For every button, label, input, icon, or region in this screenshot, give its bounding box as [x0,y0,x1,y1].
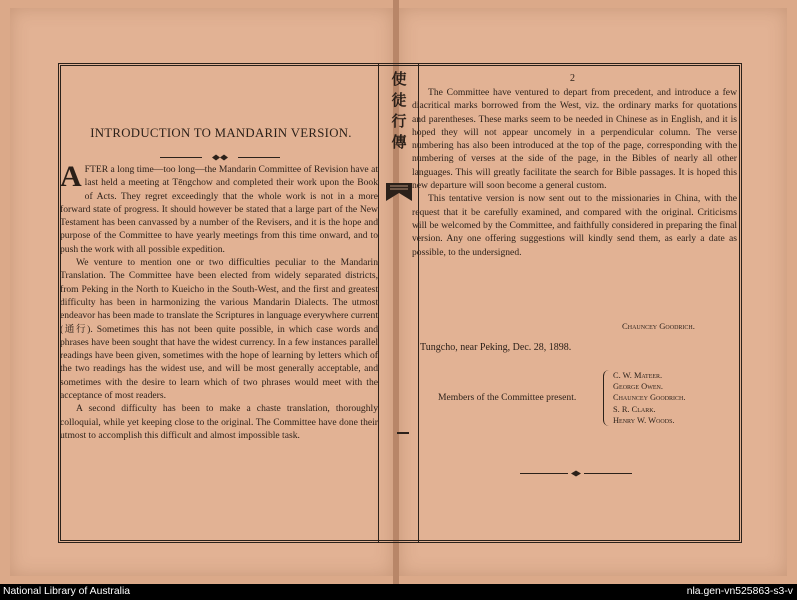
spine-char: 使 [391,72,407,88]
paragraph-text: FTER a long time—too long—the Mandarin Committee of Revision have at last held a meeting at Tēngchow and completed their work upon the Book of Acts. They regret exceedingly that the whole work is not in a more forward state of progress. It should however be stated that a large part of the New Testament has been canvassed by a number of the Revisers, and it is the hope and purpose of the Committee to have yearly meetings from this time onward, and to push the work with all possible expedition. [60,164,378,255]
paragraph: A second difficulty has been to make a chaste translation, thoroughly colloquial, while yet keeping close to the original. The Committee have done their utmost to accomplish this difficult and almost impossible task. [60,403,378,441]
members-label: Members of the Committee present. [438,392,577,403]
fishtail-ribbon-icon [384,181,414,205]
page-number: 2 [570,73,575,84]
spine-char: 徒 [391,93,407,109]
member-name: S. R. Clark. [613,404,656,414]
diamond-ornament-icon [571,470,581,477]
spine-title [386,70,412,154]
paragraph [60,160,378,256]
ornament-line [520,473,568,474]
member-name: Henry W. Woods. [613,415,675,425]
ornament-line [160,157,202,158]
end-ornament [520,470,632,478]
footer-identifier: nla.gen-vn525863-s3-v [686,586,793,597]
ornament-line [584,473,632,474]
ornament-line [238,157,280,158]
spine-dash [397,432,409,434]
members-brace [603,370,612,426]
signature: Chauncey Goodrich. [622,321,695,331]
place-date: Tungcho, near Peking, Dec. 28, 1898. [420,342,572,353]
member-name: George Owen. [613,382,663,392]
members-list [613,370,686,426]
spine-char: 行 [391,114,407,130]
footer-source: National Library of Australia [3,586,131,597]
footer-bar [0,584,797,600]
right-text-column [412,86,737,259]
drop-cap: A [60,160,82,193]
title-ornament [160,153,280,163]
member-name: Chauncey Goodrich. [613,393,686,403]
member-name: C. W. Mateer. [613,371,663,380]
page-title: INTRODUCTION TO MANDARIN VERSION. [90,126,352,140]
diamond-ornament-icon [212,154,228,161]
paragraph: The Committee have ventured to depart from precedent, and introduce a few diacritical marks borrowed from the West, viz. the ordinary marks for quotations and parentheses. These marks seem to be needed in Chinese as in English, and it is hoped they will not appear uncomely in a perpendicular column. The verse numbering has also been introduced at the top of the page, corresponding with the numbering of verses at the side of the page, in the Bibles of nearly all other languages. This will greatly facilitate the search for Bible passages. It is hoped this new departure will soon become a general custom. [412,87,737,192]
left-text-column [60,160,378,442]
paragraph: This tentative version is now sent out to the missionaries in China, with the request that it be carefully examined, and compared with the original. Criticisms will be welcomed by the Committee, and faithfully considered in preparing the final version. Any one offering suggestions will kindly send them, as early a date as possible, to the undersigned. [412,193,737,258]
paragraph: We venture to mention one or two difficulties peculiar to the Mandarin Translation. The Committee have been elected from widely separated districts, from Peking in the North to Kueicho in the South-West, and the first and greatest difficulty has been in harmonizing the various Mandarin Dialects. The utmost endeavor has been made to translate the Scriptures in language everywhere current (通行). Sometimes this has not been quite possible, in which case words and phrases have been sought that have the widest currency. In a few instances parallel readings have been given, sometimes with the hope of learning by letters which of the two readings has the widest use, and will be most generally acceptable, and sometimes with the desire to learn which of two phrases would meet with the acceptance of most readers. [60,257,378,402]
spine-char: 傳 [391,135,407,151]
